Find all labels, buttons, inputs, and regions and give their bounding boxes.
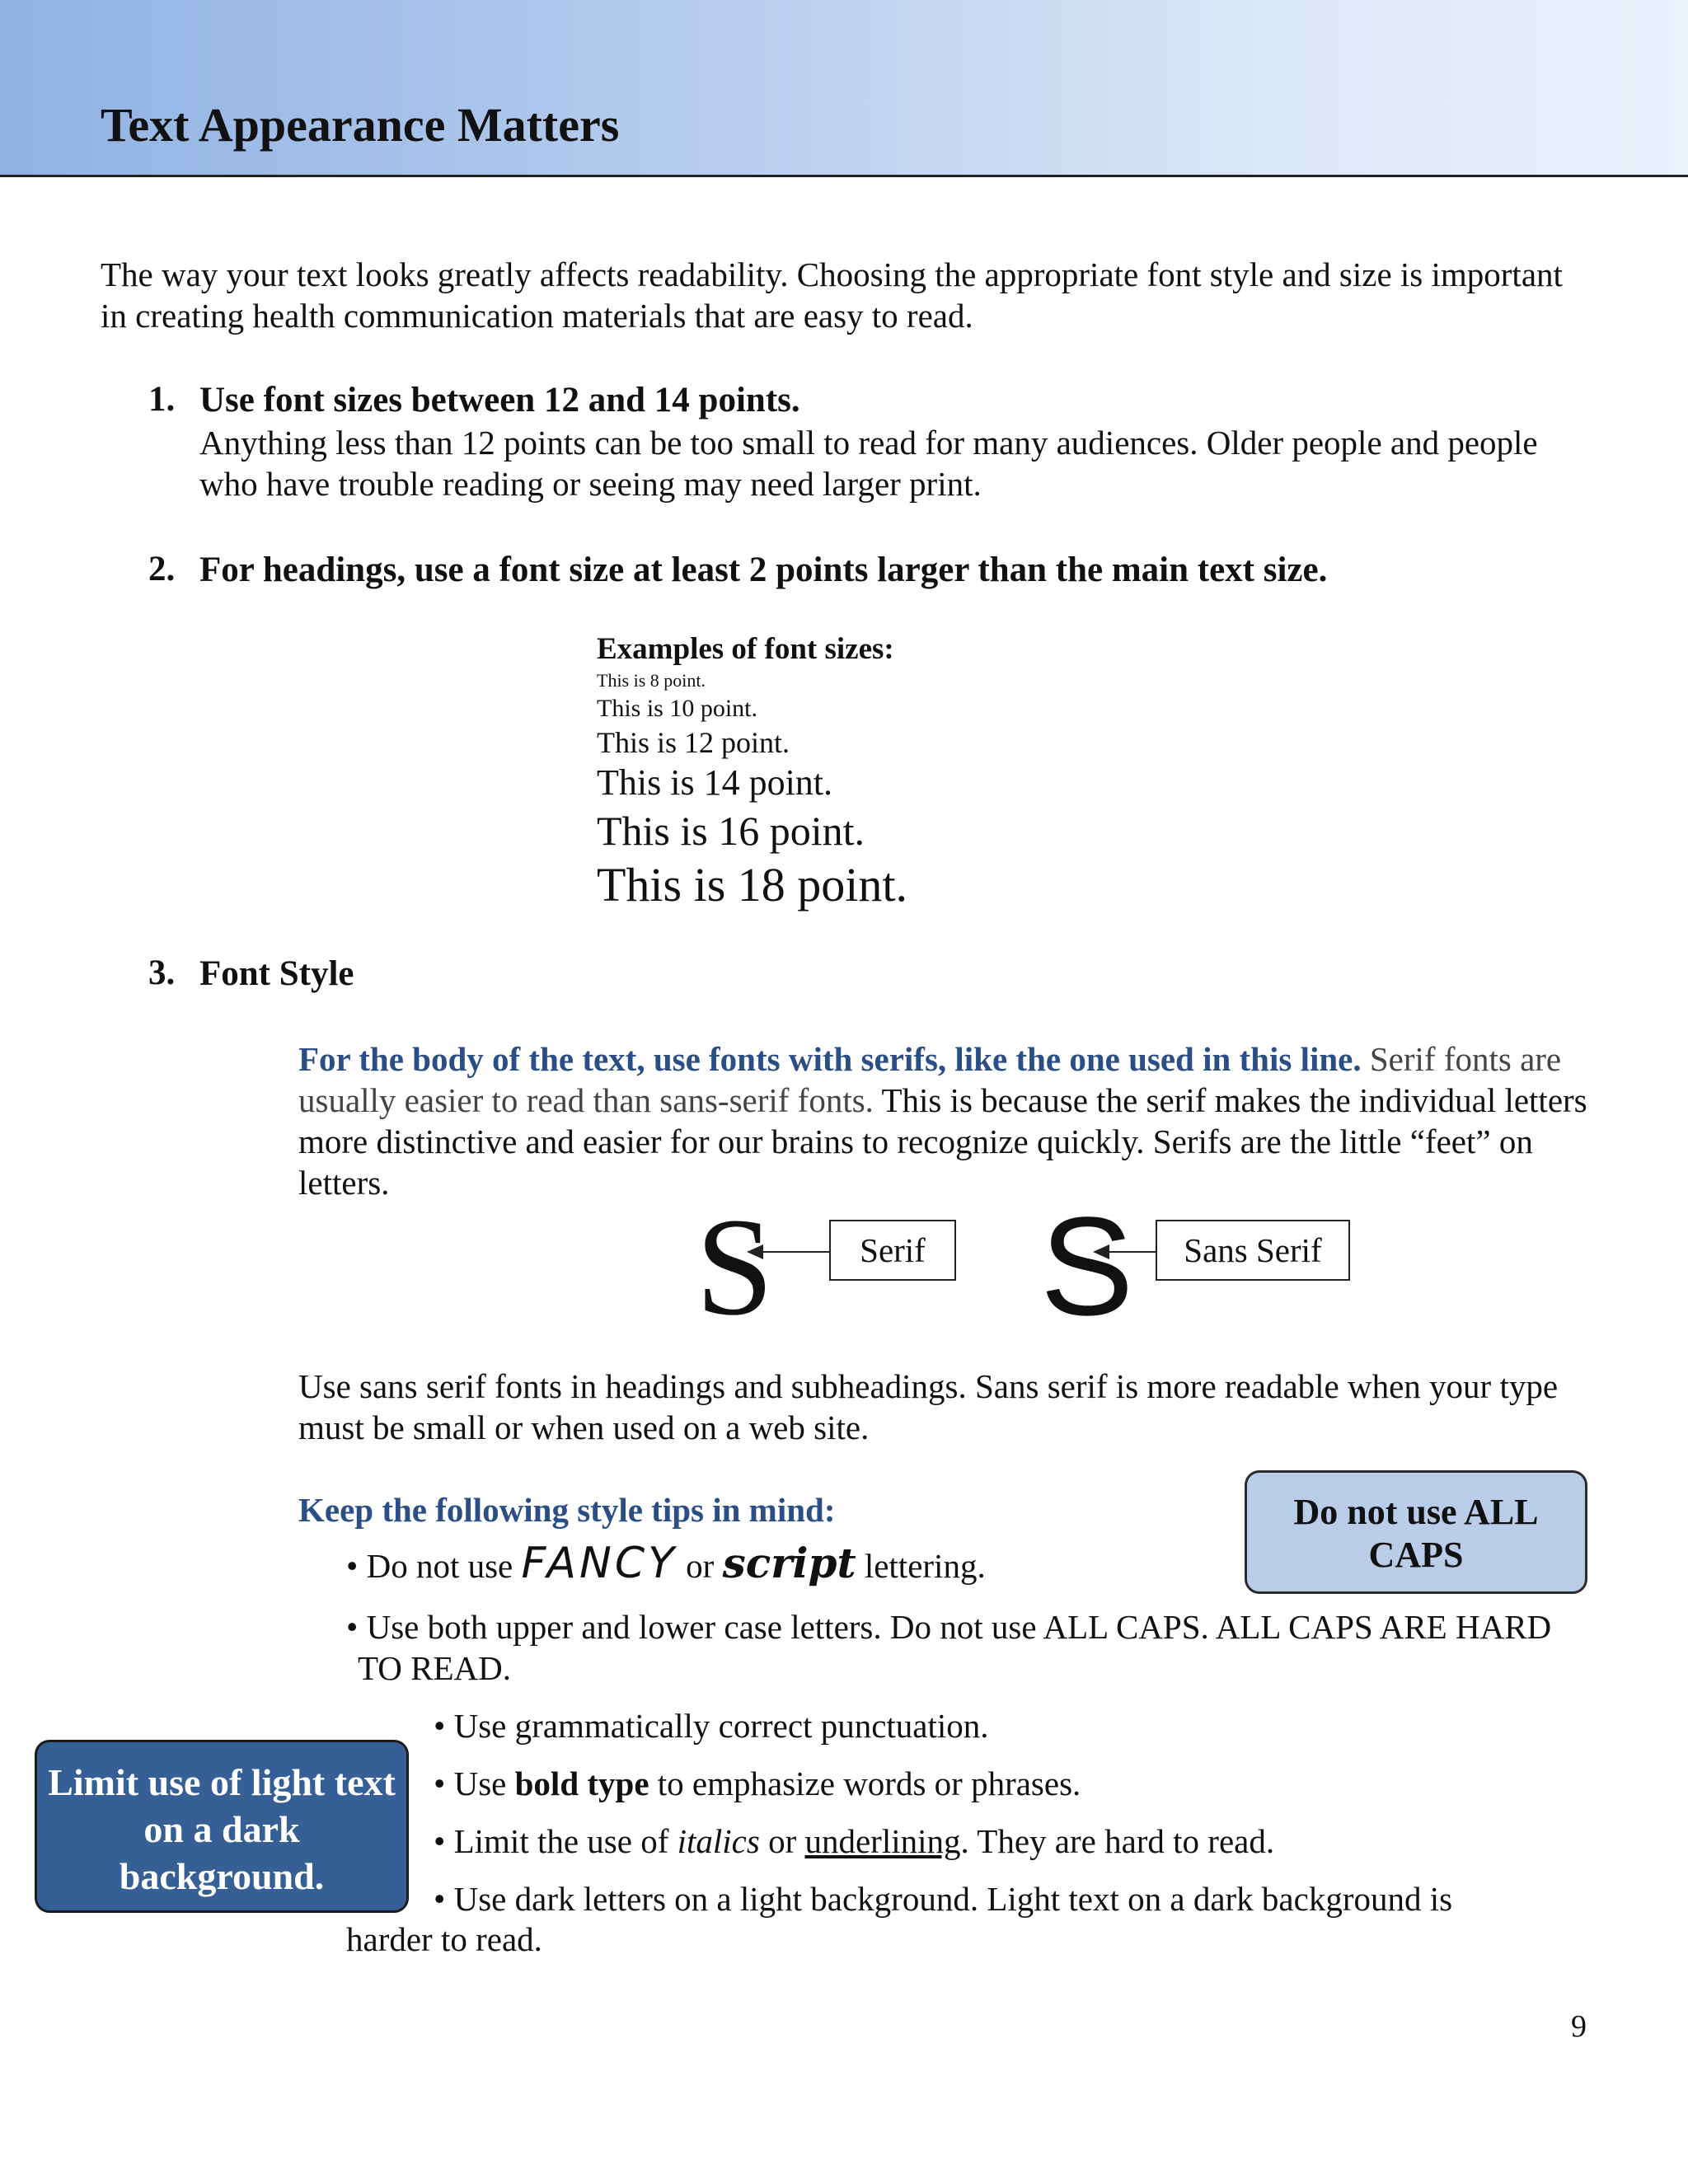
tip-text: lettering. xyxy=(856,1547,986,1585)
serif-label: Serif xyxy=(829,1220,956,1281)
font-size-examples xyxy=(597,630,907,914)
tip-text: • Use xyxy=(434,1765,515,1802)
item-title: Font Style xyxy=(199,954,354,993)
sans-serif-label: Sans Serif xyxy=(1156,1220,1350,1281)
serif-body-text: This is because the serif makes the individual letters more distinctive and easier for our brains to recognize quickly. Serifs are the little “feet” on letters. xyxy=(298,1081,1587,1202)
fancy-sample: FANCY xyxy=(521,1539,678,1588)
light-text-callout: Limit use of light text on a dark background. xyxy=(35,1740,409,1913)
sans-serif-letter-sample: S xyxy=(1040,1188,1134,1345)
script-sample: script xyxy=(722,1539,856,1587)
tip-fancy-script xyxy=(346,1539,986,1588)
tip-text: • Do not use xyxy=(346,1547,522,1585)
intro-paragraph: The way your text looks greatly affects readability. Choosing the appropriate font style and size is important in creating health communication materials that are easy to read. xyxy=(101,255,1563,335)
bold-sample: bold type xyxy=(514,1765,649,1802)
tip-dark-letters-cont: harder to read. xyxy=(346,1920,542,1958)
example-18pt: This is 18 point. xyxy=(597,858,908,912)
tips-heading: Keep the following style tips in mind: xyxy=(298,1491,836,1529)
tip-text: to emphasize words or phrases. xyxy=(649,1765,1081,1802)
sans-serif-paragraph: Use sans serif fonts in headings and subheadings. Sans serif is more readable when your type must be small or when used on a web site. xyxy=(298,1367,1559,1446)
sans-arrow-head xyxy=(1093,1244,1109,1259)
underline-sample: underlining xyxy=(804,1822,961,1860)
page-header xyxy=(0,0,1688,177)
item-number: 2. xyxy=(148,550,176,588)
example-12pt: This is 12 point. xyxy=(597,726,790,759)
serif-paragraph xyxy=(298,1038,1592,1203)
examples-title: Examples of font sizes: xyxy=(597,632,894,666)
tip-text: • Limit the use of xyxy=(434,1822,678,1860)
example-10pt: This is 10 point. xyxy=(597,695,758,722)
tip-italics-underline xyxy=(434,1821,1274,1862)
serif-arrow-head xyxy=(747,1244,763,1259)
serif-arrow-line xyxy=(758,1251,829,1253)
item-title: For headings, use a font size at least 2 points larger than the main text size. xyxy=(199,551,1328,589)
item-number: 3. xyxy=(148,954,176,992)
serif-lead-text: For the body of the text, use fonts with serifs, like the one used in this line. xyxy=(298,1040,1362,1078)
all-caps-callout: Do not use ALL CAPS xyxy=(1245,1470,1587,1594)
tip-punctuation: • Use grammatically correct punctuation. xyxy=(434,1707,989,1745)
tip-text: or xyxy=(759,1822,805,1860)
example-16pt: This is 16 point. xyxy=(597,808,865,854)
tip-all-caps: • Use both upper and lower case letters. Do not use ALL CAPS. ALL CAPS ARE HARD TO READ. xyxy=(346,1608,1552,1687)
example-8pt: This is 8 point. xyxy=(597,670,706,691)
tip-bold xyxy=(434,1763,1081,1804)
page-title: Text Appearance Matters xyxy=(101,98,620,152)
page-number: 9 xyxy=(1571,2009,1587,2044)
tip-dark-letters: • Use dark letters on a light background. Light text on a dark background is xyxy=(434,1880,1453,1918)
serif-gray-text: Serif fonts are usually easier to read than sans-serif fonts. xyxy=(298,1040,1562,1119)
italic-sample: italics xyxy=(677,1822,760,1860)
item-number: 1. xyxy=(148,380,176,419)
sans-arrow-line xyxy=(1104,1251,1156,1253)
tip-text: . They are hard to read. xyxy=(960,1822,1275,1860)
tip-text: or xyxy=(677,1547,723,1585)
example-14pt: This is 14 point. xyxy=(597,762,833,803)
item-title: Use font sizes between 12 and 14 points. xyxy=(199,381,800,419)
item-body: Anything less than 12 points can be too small to read for many audiences. Older people and people who have trouble reading or seeing may need larger print. xyxy=(199,424,1538,503)
serif-letter-sample: S xyxy=(696,1189,774,1344)
